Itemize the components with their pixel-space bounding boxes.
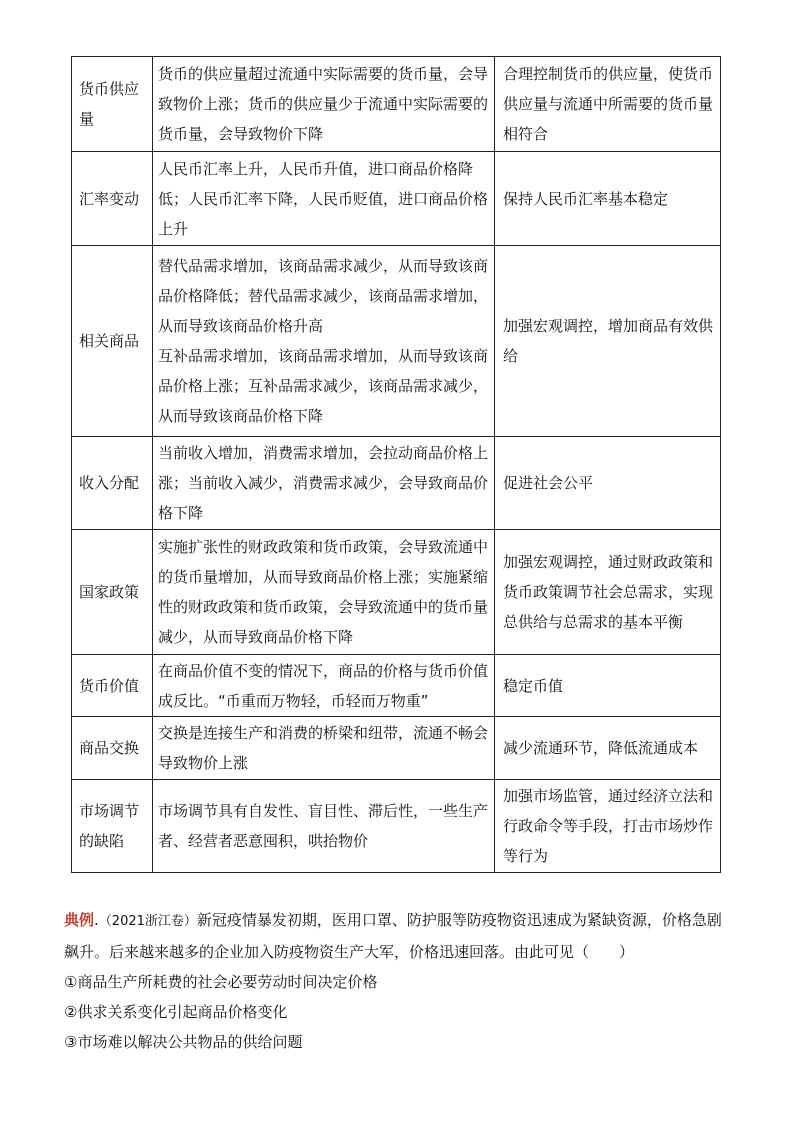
- effect-cell: 市场调节具有自发性、盲目性、滞后性，一些生产者、经营者恶意囤积，哄抬物价: [153, 780, 495, 873]
- factor-cell: 货币供应量: [72, 57, 153, 152]
- table-row: [72, 57, 721, 152]
- measure-cell: 加强宏观调控，增加商品有效供给: [495, 246, 721, 437]
- measure-cell: 减少流通环节，降低流通成本: [495, 717, 721, 780]
- factor-cell: 商品交换: [72, 717, 153, 780]
- factor-cell: 收入分配: [72, 437, 153, 530]
- option-item: ①商品生产所耗费的社会必要劳动时间决定价格: [64, 973, 378, 991]
- table-row: [72, 246, 721, 437]
- measure-cell: 加强宏观调控，通过财政政策和货币政策调节社会总需求，实现总供给与总需求的基本平衡: [495, 530, 721, 655]
- option-item: ③市场难以解决公共物品的供给问题: [64, 1033, 303, 1051]
- option-item: ②供求关系变化引起商品价格变化: [64, 1003, 288, 1021]
- effect-cell: 实施扩张性的财政政策和货币政策，会导致流通中的货币量增加，从而导致商品价格上涨；实施紧缩性的财政政策和货币政策，会导致流通中的货币量减少，从而导致商品价格下降: [153, 530, 495, 655]
- example-question: [64, 905, 730, 1057]
- effect-cell: 在商品价值不变的情况下，商品的价格与货币价值成反比。“币重而万物轻，币轻而万物重”: [153, 655, 495, 717]
- example-dot: .: [94, 911, 99, 929]
- factor-cell: 国家政策: [72, 530, 153, 655]
- factor-cell: 市场调节的缺陷: [72, 780, 153, 873]
- measure-cell: 保持人民币汇率基本稳定: [495, 152, 721, 246]
- table-row: [72, 717, 721, 780]
- effect-cell: 货币的供应量超过流通中实际需要的货币量，会导致物价上涨；货币的供应量少于流通中实际需要的货币量，会导致物价下降: [153, 57, 495, 152]
- measure-cell: 加强市场监管，通过经济立法和行政命令等手段，打击市场炒作等行为: [495, 780, 721, 873]
- effect-cell: 交换是连接生产和消费的桥梁和纽带，流通不畅会导致物价上涨: [153, 717, 495, 780]
- example-stem: [64, 905, 730, 967]
- factor-cell: 货币价值: [72, 655, 153, 717]
- measure-cell: 促进社会公平: [495, 437, 721, 530]
- effect-complement-text: 互补品需求增加，该商品需求增加，从而导致该商品价格上涨；互补品需求减少，该商品需求减少，从而导致该商品价格下降: [158, 347, 489, 425]
- factor-cell: 相关商品: [72, 246, 153, 437]
- table-row: [72, 437, 721, 530]
- measure-cell: 合理控制货币的供应量，使货币供应量与流通中所需要的货币量相符合: [495, 57, 721, 152]
- price-factors-table: [71, 56, 721, 873]
- example-source: （2021浙江卷）: [98, 914, 197, 929]
- effect-cell: [153, 246, 495, 437]
- table-row: [72, 530, 721, 655]
- measure-cell: 稳定币值: [495, 655, 721, 717]
- factor-cell: 汇率变动: [72, 152, 153, 246]
- effect-cell: 当前收入增加，消费需求增加，会拉动商品价格上涨；当前收入减少，消费需求减少，会导致商品价格下降: [153, 437, 495, 530]
- table-row: [72, 655, 721, 717]
- table-row: [72, 152, 721, 246]
- example-label: 典例: [64, 911, 95, 929]
- effect-cell: 人民币汇率上升，人民币升值，进口商品价格降低；人民币汇率下降，人民币贬值，进口商品价格上升: [153, 152, 495, 246]
- effect-substitute-text: 替代品需求增加，该商品需求减少，从而导致该商品价格降低；替代品需求减少，该商品需求增加，从而导致该商品价格升高: [158, 257, 489, 335]
- example-question-text: 新冠疫情暴发初期，医用口罩、防护服等防疫物资迅速成为紧缺资源，价格急剧飙升。后来越来越多的企业加入防疫物资生产大军，价格迅速回落。由此可见（ ）: [64, 911, 722, 961]
- table-row: [72, 780, 721, 873]
